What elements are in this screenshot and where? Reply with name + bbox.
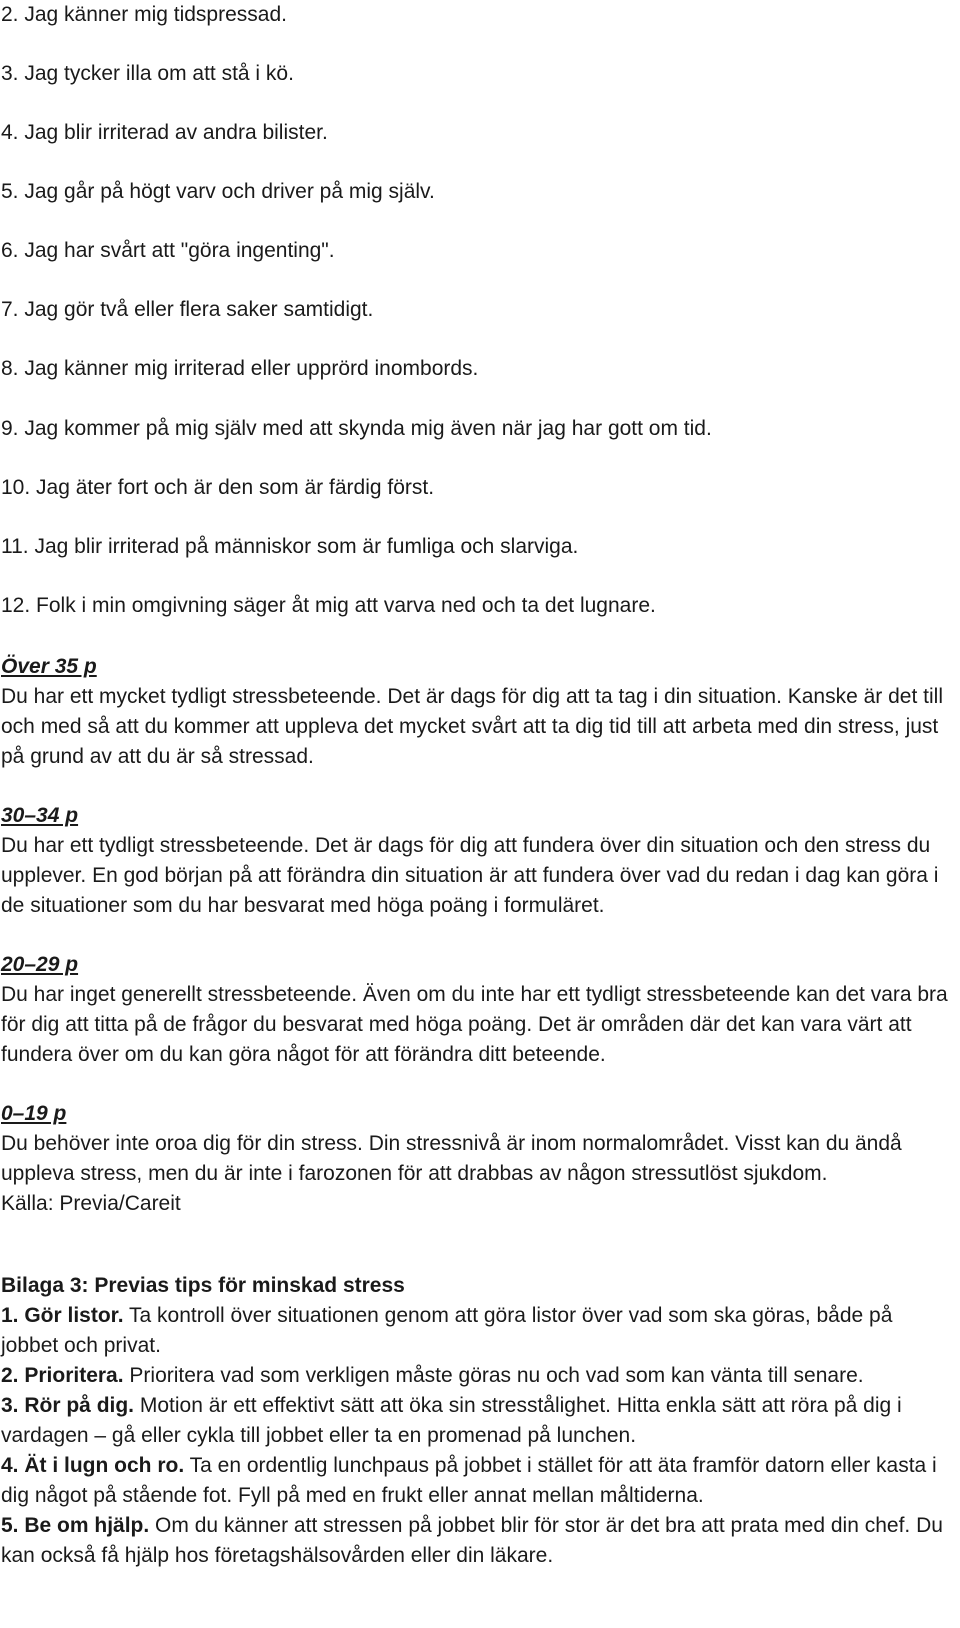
tip-text: Prioritera vad som verkligen måste göras nu och vad som kan vänta till senare. [123,1364,864,1387]
result-text: Du har ett mycket tydligt stressbeteende. Det är dags för dig att ta tag i din situation. Kanske är det till och med så att du kommer att uppleva det mycket svårt att ta dig tid till att arbeta med din stress, just på grund av att du är så stressad. [1,685,943,768]
question-item: 2. Jag känner mig tidspressad. [1,3,287,26]
tip-item [1,1361,951,1391]
result-heading: 30–34 p [1,804,79,827]
tip-item [1,1451,951,1511]
tip-item [1,1391,951,1451]
result-section [1,950,951,1070]
bilaga-section [1,1271,951,1571]
question-item: 5. Jag går på högt varv och driver på mig själv. [1,180,435,203]
result-section [1,652,951,772]
question-item: 8. Jag känner mig irriterad eller upprörd inombords. [1,357,479,380]
tip-text: Ta kontroll över situationen genom att göra listor över vad som ska göras, både på jobbet och privat. [1,1304,893,1357]
tip-text: Om du känner att stressen på jobbet blir för stor är det bra att prata med din chef. Du kan också få hjälp hos företagshälsovården eller din läkare. [1,1514,943,1567]
question-item: 6. Jag har svårt att "göra ingenting". [1,239,335,262]
tip-text: Motion är ett effektivt sätt att öka sin stresstålighet. Hitta enkla sätt att röra på dig i vardagen – gå eller cykla till jobbet eller ta en promenad på lunchen. [1,1394,902,1447]
result-section [1,1099,951,1219]
question-item: 9. Jag kommer på mig själv med att skynda mig även när jag har gott om tid. [1,417,712,440]
tip-text: Ta en ordentlig lunchpaus på jobbet i stället för att äta framför datorn eller kasta i dig något på stående fot. Fyll på med en frukt eller annat mellan måltiderna. [1,1454,937,1507]
tip-label: 4. Ät i lugn och ro. [1,1454,185,1477]
question-item: 10. Jag äter fort och är den som är färdig först. [1,476,435,499]
result-section [1,801,951,921]
result-heading: 20–29 p [1,953,79,976]
tip-label: 2. Prioritera. [1,1364,124,1387]
result-text: Du behöver inte oroa dig för din stress. Din stressnivå är inom normalområdet. Visst kan du ändå uppleva stress, men du är inte i farozonen för att drabbas av någon stressutlöst sjukdom. [1,1132,902,1185]
bilaga-title: Bilaga 3: Previas tips för minskad stress [1,1274,405,1297]
tip-label: 3. Rör på dig. [1,1394,135,1417]
tip-label: 5. Be om hjälp. [1,1514,150,1537]
result-text: Du har inget generellt stressbeteende. Även om du inte har ett tydligt stressbeteende kan det vara bra för dig att titta på de frågor du besvarat med höga poäng. Det är områden där det kan vara värt att fundera över om du kan göra något för att förändra ditt beteende. [1,983,948,1066]
question-item: 7. Jag gör två eller flera saker samtidigt. [1,298,374,321]
source-line: Källa: Previa/Careit [1,1192,181,1215]
question-item: 12. Folk i min omgivning säger åt mig att varva ned och ta det lugnare. [1,594,656,617]
result-heading: Över 35 p [1,655,97,678]
result-heading: 0–19 p [1,1102,67,1125]
result-text: Du har ett tydligt stressbeteende. Det är dags för dig att fundera över din situation och den stress du upplever. En god början på att förändra din situation är att fundera över vad du redan i dag kan göra i de situationer som du har besvarat med höga poäng i formuläret. [1,834,939,917]
tip-label: 1. Gör listor. [1,1304,124,1327]
question-item: 3. Jag tycker illa om att stå i kö. [1,62,294,85]
tip-item [1,1511,951,1571]
question-item: 11. Jag blir irriterad på människor som är fumliga och slarviga. [1,535,579,558]
question-item: 4. Jag blir irriterad av andra bilister. [1,121,328,144]
tip-item [1,1301,951,1361]
